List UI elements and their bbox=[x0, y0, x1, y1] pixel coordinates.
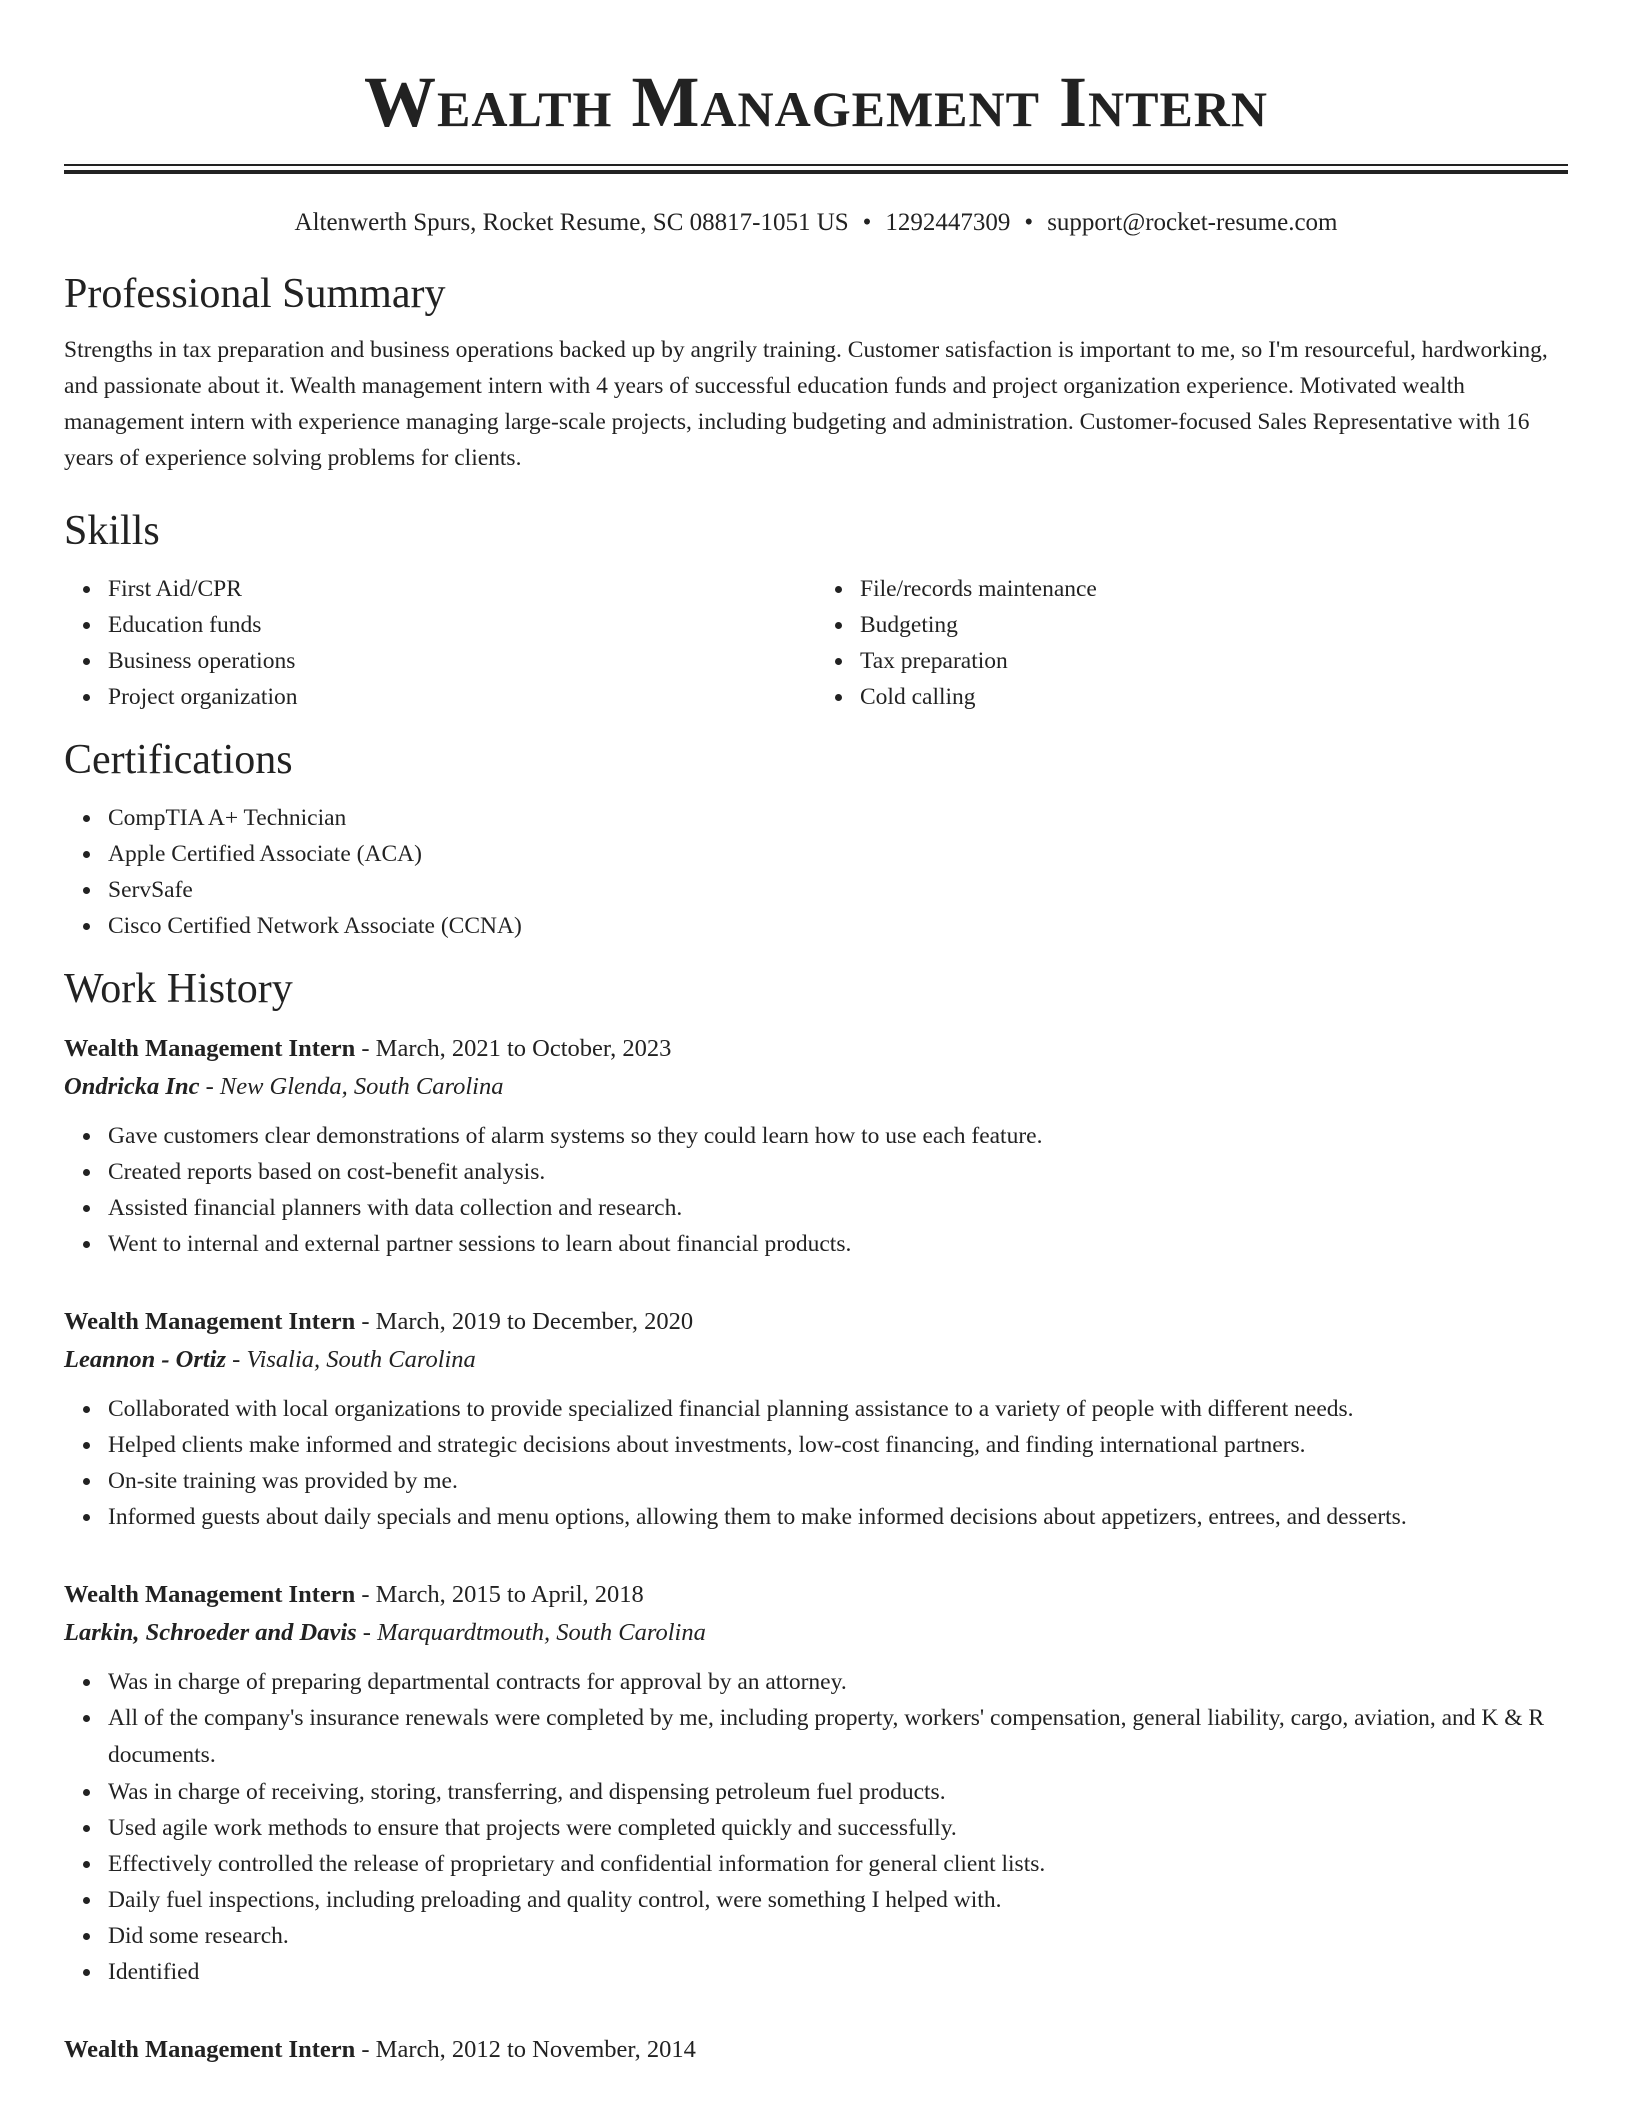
job-dash: - bbox=[355, 1035, 376, 1062]
job-title-line bbox=[64, 1303, 1568, 1341]
contact-address: Altenwerth Spurs, Rocket Resume, SC 08817-1051 US bbox=[294, 209, 849, 236]
resume-title: Wealth Management Intern bbox=[363, 62, 1269, 142]
contact-phone: 1292447309 bbox=[885, 209, 1011, 236]
job-dash: - bbox=[355, 2036, 376, 2063]
work-history-section bbox=[64, 964, 1568, 2069]
job-duty: Identified bbox=[108, 1954, 1568, 1990]
skill-item: Project organization bbox=[108, 679, 816, 715]
job-duties-list bbox=[64, 1391, 1568, 1535]
job-duty: Informed guests about daily specials and menu options, allowing them to make informed decisions about appetizers, entrees, and desserts. bbox=[108, 1499, 1568, 1535]
job-dash: - bbox=[356, 1619, 378, 1646]
job-dash: - bbox=[355, 1308, 376, 1335]
job-duty: Assisted financial planners with data collection and research. bbox=[108, 1190, 1568, 1226]
job-duty: Created reports based on cost-benefit analysis. bbox=[108, 1154, 1568, 1190]
certification-item: ServSafe bbox=[108, 872, 1568, 908]
title-divider bbox=[64, 164, 1568, 174]
job-company-line bbox=[64, 1068, 1568, 1106]
job-duty: Did some research. bbox=[108, 1918, 1568, 1954]
job-dash: - bbox=[355, 1581, 376, 1608]
job-duty: Collaborated with local organizations to provide specialized financial planning assistance to a variety of people with different needs. bbox=[108, 1391, 1568, 1427]
job-entry bbox=[64, 2031, 1568, 2069]
certifications-heading: Certifications bbox=[64, 737, 293, 783]
job-company-line bbox=[64, 1341, 1568, 1379]
skills-section bbox=[64, 506, 1568, 715]
job-duty: On-site training was provided by me. bbox=[108, 1463, 1568, 1499]
job-location: Marquardtmouth, South Carolina bbox=[377, 1619, 706, 1646]
job-dates: March, 2021 to October, 2023 bbox=[375, 1035, 672, 1062]
skill-item: Tax preparation bbox=[860, 643, 1568, 679]
skills-list-right bbox=[816, 571, 1568, 715]
job-duties-list bbox=[64, 1664, 1568, 1990]
certification-item: CompTIA A+ Technician bbox=[108, 800, 1568, 836]
job-title-line bbox=[64, 1030, 1568, 1068]
job-company: Larkin, Schroeder and Davis bbox=[64, 1619, 357, 1646]
skills-list-left bbox=[64, 571, 816, 715]
job-entry bbox=[64, 1030, 1568, 1262]
skill-item: Budgeting bbox=[860, 607, 1568, 643]
job-company-line bbox=[64, 1614, 1568, 1652]
job-title: Wealth Management Intern bbox=[64, 1035, 356, 1062]
job-company: Leannon - Ortiz bbox=[64, 1346, 227, 1373]
certifications-list bbox=[64, 800, 1568, 944]
job-duty: Used agile work methods to ensure that projects were completed quickly and successfully. bbox=[108, 1810, 1568, 1846]
job-duties-list bbox=[64, 1118, 1568, 1262]
job-duty: All of the company's insurance renewals were completed by me, including property, workers' compensation, general liability, cargo, aviation, and K & R documents. bbox=[108, 1700, 1568, 1774]
contact-separator: • bbox=[1024, 209, 1034, 236]
contact-line bbox=[64, 207, 1568, 239]
job-entry bbox=[64, 1303, 1568, 1535]
job-company: Ondricka Inc bbox=[64, 1073, 200, 1100]
contact-separator: • bbox=[862, 209, 872, 236]
skill-item: Business operations bbox=[108, 643, 816, 679]
job-dash: - bbox=[226, 1346, 247, 1373]
summary-text: Strengths in tax preparation and business operations backed up by angrily training. Customer satisfaction is important to me, so I'm resourceful, hardworking, and passionate about it. Wealth management intern with 4 years of successful education funds and project organization experience. Motivated wealth management intern with experience managing large-scale projects, including budgeting and administration. Customer-focused Sales Representative with 16 years of experience solving problems for clients. bbox=[64, 337, 1548, 471]
job-entry bbox=[64, 1576, 1568, 1990]
skill-item: Cold calling bbox=[860, 679, 1568, 715]
skill-item: First Aid/CPR bbox=[108, 571, 816, 607]
skill-item: Education funds bbox=[108, 607, 816, 643]
skills-columns bbox=[64, 571, 1568, 715]
job-title: Wealth Management Intern bbox=[64, 2036, 356, 2063]
resume-page bbox=[64, 0, 1568, 2069]
job-title: Wealth Management Intern bbox=[64, 1308, 356, 1335]
job-duty: Was in charge of preparing departmental contracts for approval by an attorney. bbox=[108, 1664, 1568, 1700]
job-location: New Glenda, South Carolina bbox=[219, 1073, 504, 1100]
skill-item: File/records maintenance bbox=[860, 571, 1568, 607]
contact-email: support@rocket-resume.com bbox=[1047, 209, 1338, 236]
certifications-section bbox=[64, 735, 1568, 944]
job-duty: Went to internal and external partner sessions to learn about financial products. bbox=[108, 1226, 1568, 1262]
certification-item: Cisco Certified Network Associate (CCNA) bbox=[108, 908, 1568, 944]
job-dates: March, 2015 to April, 2018 bbox=[375, 1581, 644, 1608]
job-dates: March, 2019 to December, 2020 bbox=[375, 1308, 694, 1335]
job-duty: Gave customers clear demonstrations of alarm systems so they could learn how to use each feature. bbox=[108, 1118, 1568, 1154]
certification-item: Apple Certified Associate (ACA) bbox=[108, 836, 1568, 872]
job-location: Visalia, South Carolina bbox=[246, 1346, 476, 1373]
work-history-heading: Work History bbox=[64, 966, 293, 1012]
job-dash: - bbox=[199, 1073, 220, 1100]
job-duty: Daily fuel inspections, including preloading and quality control, were something I helped with. bbox=[108, 1882, 1568, 1918]
job-title: Wealth Management Intern bbox=[64, 1581, 356, 1608]
job-duty: Was in charge of receiving, storing, transferring, and dispensing petroleum fuel products. bbox=[108, 1774, 1568, 1810]
job-dates: March, 2012 to November, 2014 bbox=[375, 2036, 696, 2063]
skills-heading: Skills bbox=[64, 508, 160, 554]
summary-section bbox=[64, 269, 1568, 476]
job-title-line bbox=[64, 2031, 1568, 2069]
summary-heading: Professional Summary bbox=[64, 271, 446, 317]
job-title-line bbox=[64, 1576, 1568, 1614]
job-duty: Helped clients make informed and strategic decisions about investments, low-cost financing, and finding international partners. bbox=[108, 1427, 1568, 1463]
job-duty: Effectively controlled the release of proprietary and confidential information for general client lists. bbox=[108, 1846, 1568, 1882]
